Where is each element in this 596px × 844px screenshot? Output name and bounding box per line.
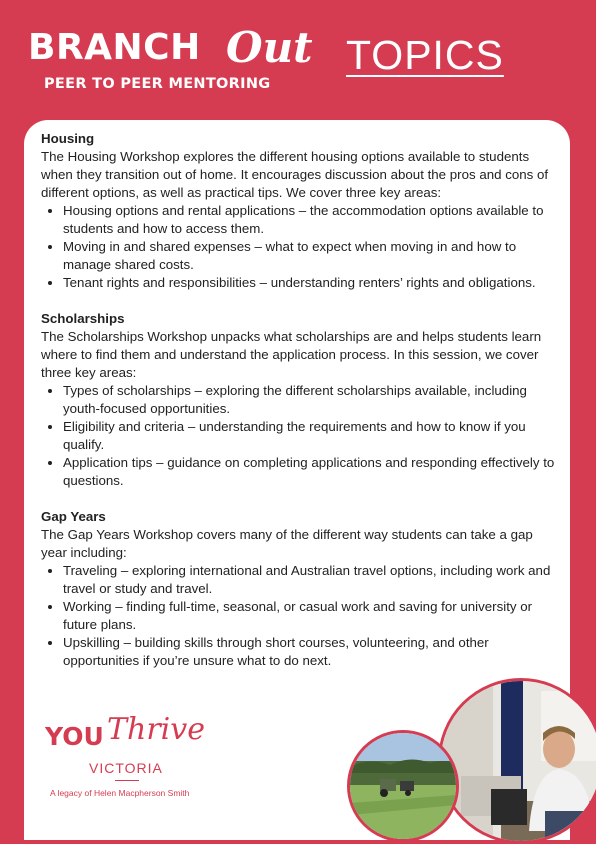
logo-thrive-text: Thrive: [107, 712, 205, 747]
list-item: • Housing options and rental applications – the accommodation options available to students and how to access them.: [63, 202, 557, 238]
section-intro: The Housing Workshop explores the different housing options available to students when they transition out of home. It encourages discussion about the pros and cons of different options, as well as practical tips. We cover three key areas:: [41, 149, 549, 200]
topics-content: [41, 130, 557, 688]
section-heading: Scholarships: [41, 311, 125, 326]
youthrive-logo: [45, 712, 235, 802]
logo-script-word: Out: [226, 23, 313, 72]
page-title: TOPICS: [346, 32, 504, 78]
section-intro: The Gap Years Workshop covers many of the different way students can take a gap year including:: [41, 527, 533, 560]
logo-divider: [115, 780, 139, 781]
logo-tagline: PEER TO PEER MENTORING: [44, 76, 271, 92]
bullet-list: [41, 562, 557, 670]
logo-you-text: YOU: [45, 722, 104, 751]
logo-victoria-text: VICTORIA: [89, 760, 163, 776]
list-item: • Application tips – guidance on completing applications and responding effectively to questions.: [63, 454, 557, 490]
list-item: • Eligibility and criteria – understanding the requirements and how to know if you qualify.: [63, 418, 557, 454]
list-item: • Upskilling – building skills through short courses, volunteering, and other opportunities if you’re unsure what to do next.: [63, 634, 557, 670]
list-item: • Working – finding full-time, seasonal, or casual work and saving for university or future plans.: [63, 598, 557, 634]
list-item: • Tenant rights and responsibilities – understanding renters’ rights and obligations.: [63, 274, 557, 292]
section-intro: The Scholarships Workshop unpacks what scholarships are and helps students learn where to find them and understand the application process. In this session, we cover three key areas:: [41, 329, 542, 380]
list-item: • Moving in and shared expenses – what to expect when moving in and how to manage shared costs.: [63, 238, 557, 274]
student-desk-photo: [438, 678, 596, 844]
bullet-list: [41, 202, 557, 292]
logo-legacy-text: A legacy of Helen Macpherson Smith: [50, 788, 190, 798]
branchout-logo: [28, 23, 318, 98]
farm-tractor-photo: [347, 730, 459, 842]
logo-wordmark: BRANCH: [28, 27, 201, 68]
section-heading: Housing: [41, 131, 95, 146]
list-item: • Traveling – exploring international and Australian travel options, including work and travel or study and travel.: [63, 562, 557, 598]
section-housing: [41, 130, 557, 292]
section-gap-years: [41, 508, 557, 670]
section-scholarships: [41, 310, 557, 490]
list-item: • Types of scholarships – exploring the different scholarships available, including youth-focused opportunities.: [63, 382, 557, 418]
section-heading: Gap Years: [41, 509, 106, 524]
bullet-list: [41, 382, 557, 490]
